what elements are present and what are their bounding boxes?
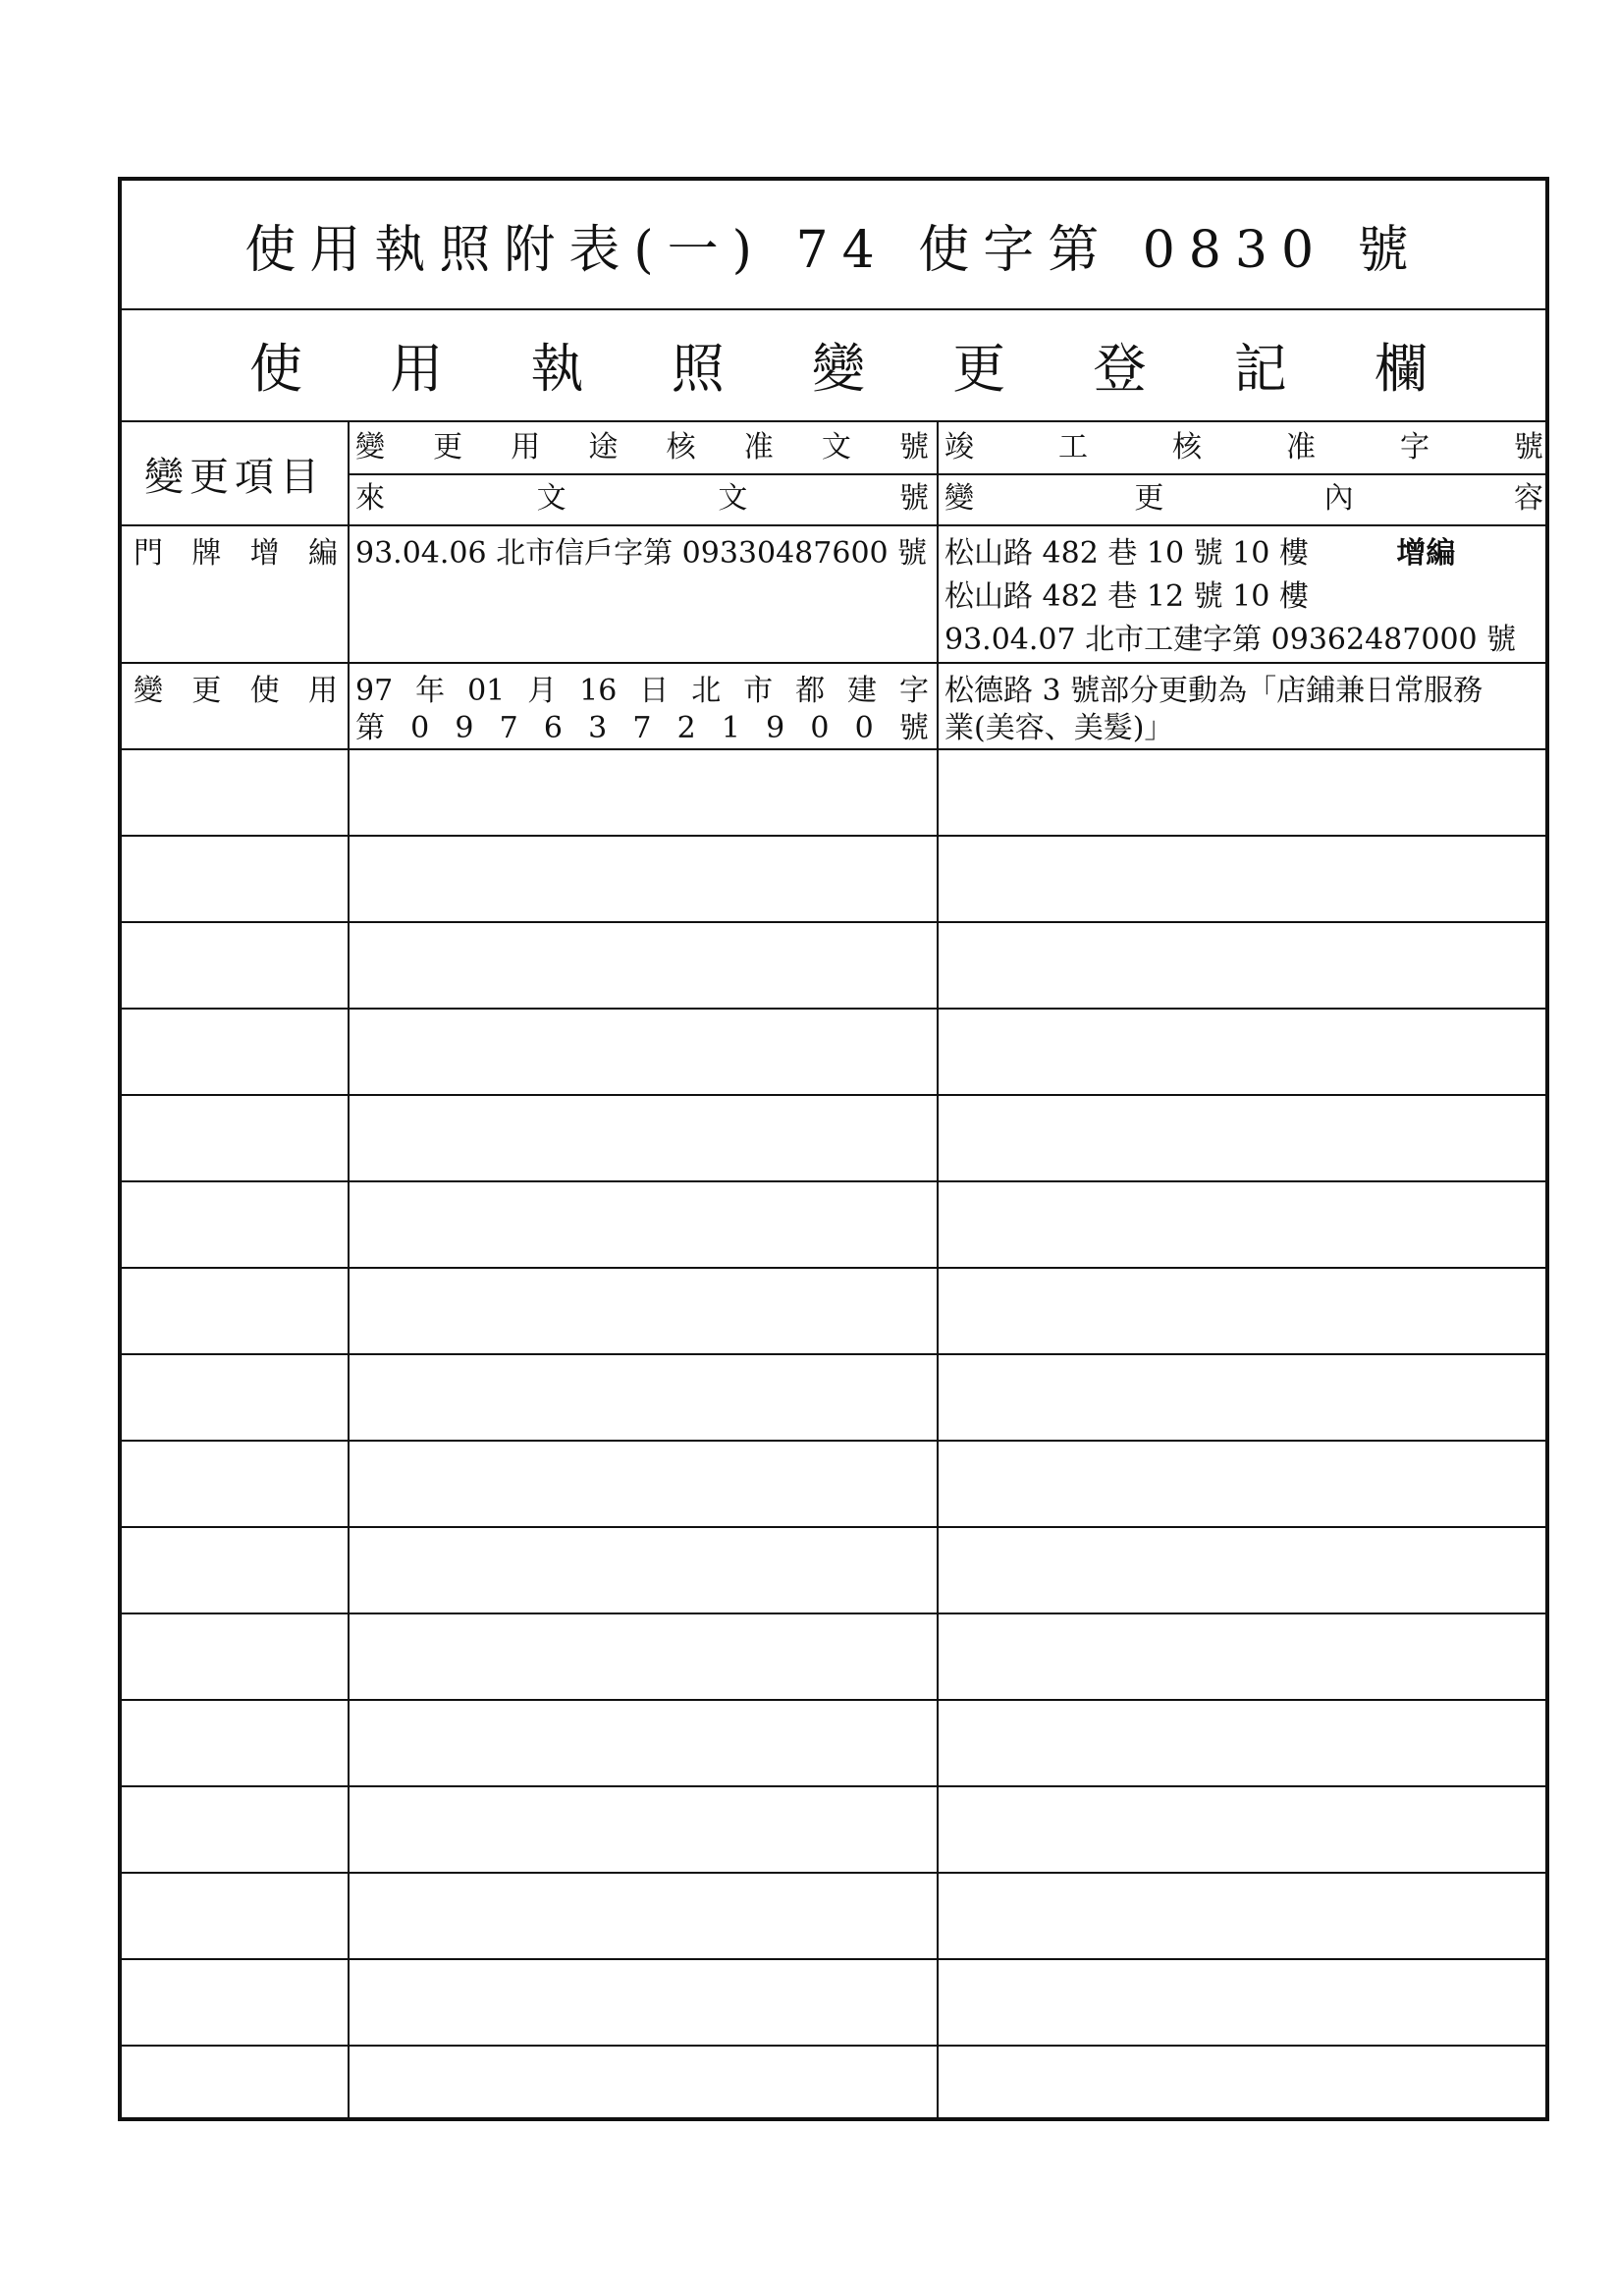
section-title-char: 欄 bbox=[1375, 337, 1428, 400]
item-char: 牌 bbox=[191, 536, 222, 571]
doc-char: 0 bbox=[410, 711, 430, 745]
addition-tag: 增編 bbox=[1396, 536, 1456, 571]
header-char: 內 bbox=[1323, 481, 1354, 516]
header-char: 核 bbox=[1172, 430, 1202, 465]
doc-char: 01 bbox=[467, 674, 506, 708]
header-divider bbox=[348, 473, 1545, 475]
header-char: 號 bbox=[1514, 430, 1543, 465]
row-divider bbox=[122, 1526, 1545, 1528]
header-char: 字 bbox=[1400, 430, 1429, 465]
doc-char: 6 bbox=[543, 711, 563, 745]
header-char: 准 bbox=[1286, 430, 1316, 465]
row-divider bbox=[122, 1613, 1545, 1614]
doc-char: 第 bbox=[355, 711, 385, 745]
row2-content-line2: 業(美容、美髮)」 bbox=[944, 711, 1174, 745]
doc-char: 北 bbox=[691, 674, 722, 708]
form-title: 使用執照附表(一) 74 使字第 0830 號 bbox=[122, 181, 1545, 310]
doc-char: 97 bbox=[355, 674, 394, 708]
header-char: 核 bbox=[666, 430, 696, 465]
row2-item bbox=[134, 670, 338, 713]
doc-char: 2 bbox=[676, 711, 696, 745]
header-char: 號 bbox=[898, 430, 929, 465]
header-char: 變 bbox=[944, 481, 974, 516]
row-divider bbox=[122, 2045, 1545, 2047]
row-divider bbox=[122, 1699, 1545, 1701]
section-title-char: 照 bbox=[671, 337, 725, 400]
header-completion-no bbox=[944, 426, 1543, 469]
header-char: 竣 bbox=[944, 430, 974, 465]
usage-license-form bbox=[118, 177, 1549, 2121]
header-char: 號 bbox=[898, 481, 929, 516]
row-divider bbox=[122, 1353, 1545, 1355]
doc-char: 9 bbox=[766, 711, 785, 745]
header-char: 變 bbox=[355, 430, 385, 465]
section-title-char: 用 bbox=[390, 337, 444, 400]
header-change-item: 變更項目 bbox=[144, 454, 325, 500]
row-divider bbox=[122, 662, 1545, 664]
item-char: 增 bbox=[249, 536, 280, 571]
row1-content-line2: 松山路 482 巷 12 號 10 樓 bbox=[944, 579, 1309, 614]
header-char: 用 bbox=[511, 430, 541, 465]
row1-doc-no: 93.04.06 北市信戶字第 09330487600 號 bbox=[355, 536, 928, 571]
doc-char: 月 bbox=[527, 674, 558, 708]
doc-char: 7 bbox=[632, 711, 652, 745]
doc-char: 市 bbox=[743, 674, 774, 708]
doc-char: 7 bbox=[499, 711, 518, 745]
doc-char: 字 bbox=[898, 674, 929, 708]
header-char: 更 bbox=[1134, 481, 1164, 516]
item-char: 用 bbox=[307, 674, 338, 708]
change-register-table bbox=[122, 422, 1545, 2117]
header-char: 來 bbox=[355, 481, 385, 516]
section-title-char: 變 bbox=[812, 337, 865, 400]
row-divider bbox=[122, 524, 1545, 526]
section-title-char: 執 bbox=[530, 337, 584, 400]
row-divider bbox=[122, 1094, 1545, 1096]
row-divider bbox=[122, 1785, 1545, 1787]
section-title-char: 更 bbox=[952, 337, 1006, 400]
row1-content-line1 bbox=[944, 532, 1543, 575]
header-char: 容 bbox=[1513, 481, 1543, 516]
doc-char: 建 bbox=[847, 674, 877, 708]
row-divider bbox=[122, 835, 1545, 837]
header-incoming-doc-no bbox=[355, 477, 929, 520]
header-char: 文 bbox=[536, 481, 566, 516]
doc-char: 年 bbox=[415, 674, 446, 708]
doc-char: 9 bbox=[455, 711, 474, 745]
item-char: 門 bbox=[134, 536, 163, 571]
doc-char: 3 bbox=[588, 711, 608, 745]
section-title-char: 使 bbox=[249, 337, 302, 400]
doc-char: 號 bbox=[898, 711, 929, 745]
header-approval-doc-no bbox=[355, 426, 929, 469]
section-title-char: 登 bbox=[1093, 337, 1147, 400]
doc-char: 都 bbox=[795, 674, 826, 708]
column-divider bbox=[937, 422, 939, 2117]
row1-item bbox=[134, 532, 338, 575]
section-title bbox=[122, 308, 1545, 422]
row2-doc-no-line2 bbox=[355, 707, 929, 750]
header-char: 途 bbox=[588, 430, 619, 465]
header-char: 文 bbox=[821, 430, 851, 465]
doc-char: 0 bbox=[810, 711, 830, 745]
row-divider bbox=[122, 1440, 1545, 1442]
header-char: 工 bbox=[1058, 430, 1088, 465]
address-text: 松山路 482 巷 10 號 10 樓 bbox=[944, 536, 1309, 571]
doc-char: 0 bbox=[854, 711, 874, 745]
item-char: 更 bbox=[191, 674, 222, 708]
row-divider bbox=[122, 1267, 1545, 1269]
row2-content-line1: 松德路 3 號部分更動為「店鋪兼日常服務 bbox=[944, 674, 1483, 708]
header-char: 准 bbox=[743, 430, 774, 465]
row-divider bbox=[122, 921, 1545, 923]
row-divider bbox=[122, 1180, 1545, 1182]
section-title-char: 記 bbox=[1233, 337, 1287, 400]
row-divider bbox=[122, 1008, 1545, 1010]
row-divider bbox=[122, 1872, 1545, 1874]
column-divider bbox=[348, 422, 350, 2117]
header-change-content bbox=[944, 477, 1543, 520]
row-divider bbox=[122, 1958, 1545, 1960]
item-char: 使 bbox=[249, 674, 280, 708]
header-char: 文 bbox=[718, 481, 748, 516]
doc-char: 日 bbox=[639, 674, 670, 708]
item-char: 變 bbox=[134, 674, 163, 708]
doc-char: 1 bbox=[721, 711, 740, 745]
doc-char: 16 bbox=[579, 674, 618, 708]
item-char: 編 bbox=[307, 536, 338, 571]
header-char: 更 bbox=[433, 430, 463, 465]
row1-content-line3: 93.04.07 北市工建字第 09362487000 號 bbox=[944, 623, 1517, 657]
